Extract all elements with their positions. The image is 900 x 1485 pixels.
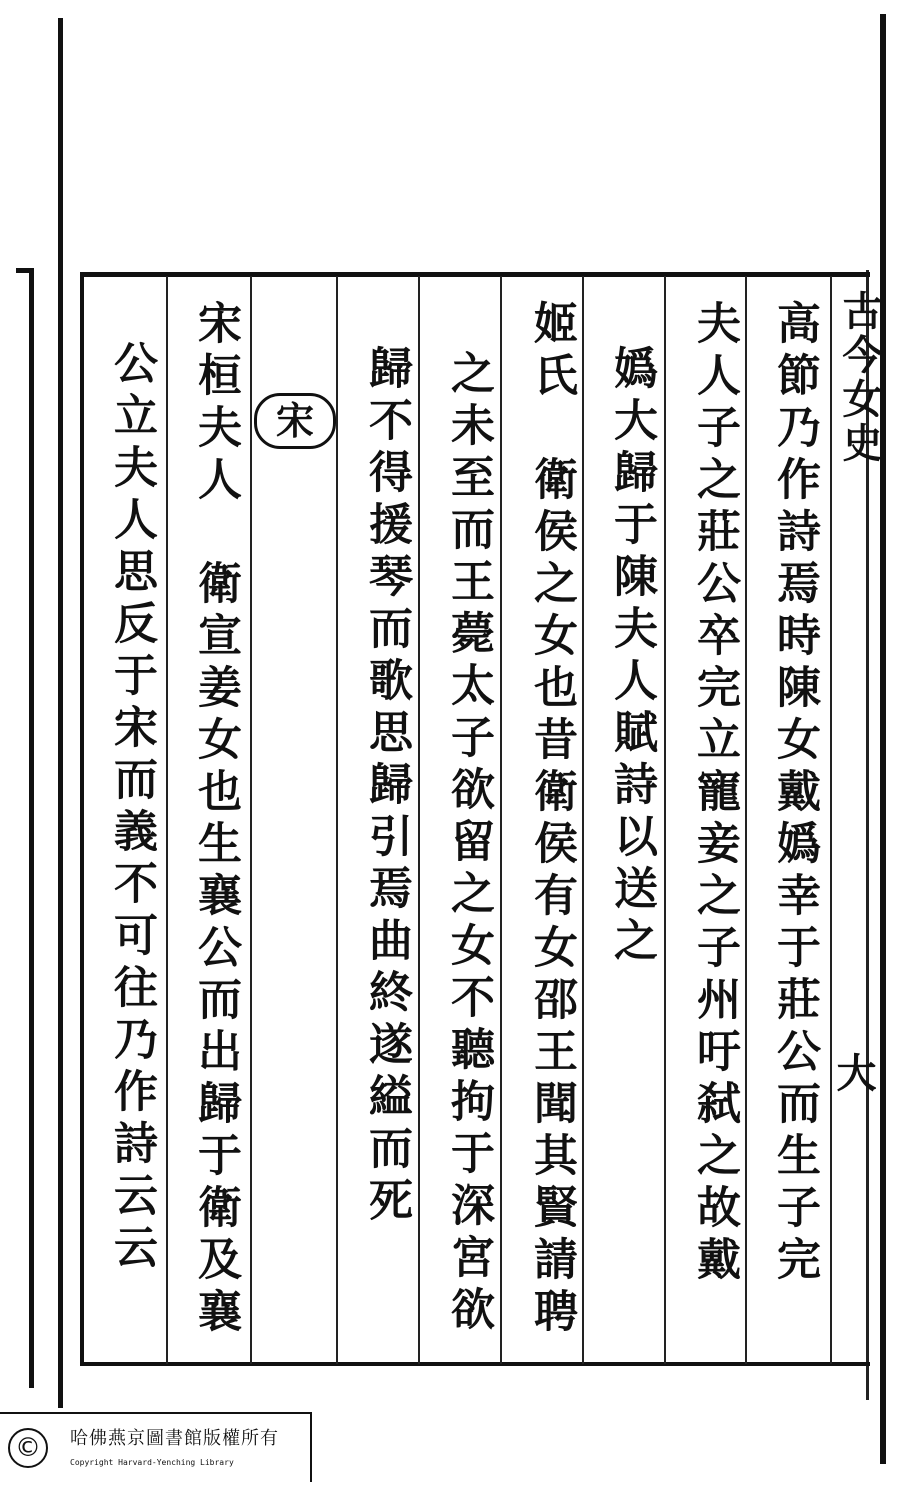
column-divider [582,276,584,1364]
column-divider [830,276,832,1364]
margin-book-title: 古今女史 [836,290,883,466]
text-column-6: 歸不得援琴而歌思歸引焉曲終遂縊而死 [361,345,412,1229]
column-divider [418,276,420,1364]
text-column-1: 高節乃作詩焉時陳女戴嬀幸于莊公而生子完 [769,300,820,1288]
column-divider [664,276,666,1364]
page-binding-edge-right [880,14,886,1464]
section-heading-song: 宋 [254,393,336,449]
column-divider [336,276,338,1364]
copyright-stamp [0,1412,312,1482]
copyright-english: Copyright Harvard-Yenching Library [70,1458,234,1467]
column-divider [250,276,252,1364]
column-divider [500,276,502,1364]
copyright-icon: © [8,1428,48,1468]
text-column-2: 夫人子之莊公卒完立寵妾之子州吁弑之故戴 [689,300,740,1288]
column-divider [745,276,747,1364]
column-divider [166,276,168,1364]
text-column-3: 嬀大歸于陳夫人賦詩以送之 [606,345,657,969]
left-bracket-vertical [29,268,34,1388]
text-column-7: 宋桓夫人 衛宣姜女也生襄公而出歸于衛及襄 [190,300,241,1340]
copyright-chinese: 哈佛燕京圖書館版權所有 [70,1428,279,1449]
text-column-5: 之未至而王薨太子欲留之女不聽拘于深宮欲 [443,350,494,1338]
frame-left-border [80,272,84,1366]
text-column-8: 公立夫人思反于宋而義不可往乃作詩云云 [106,340,157,1276]
text-column-4: 姬氏 衛侯之女也昔衛侯有女邵王聞其賢請聘 [526,300,577,1340]
margin-section-char: 大 [830,1052,877,1092]
page-binding-edge-left [58,18,63,1408]
frame-top-border [80,272,870,277]
